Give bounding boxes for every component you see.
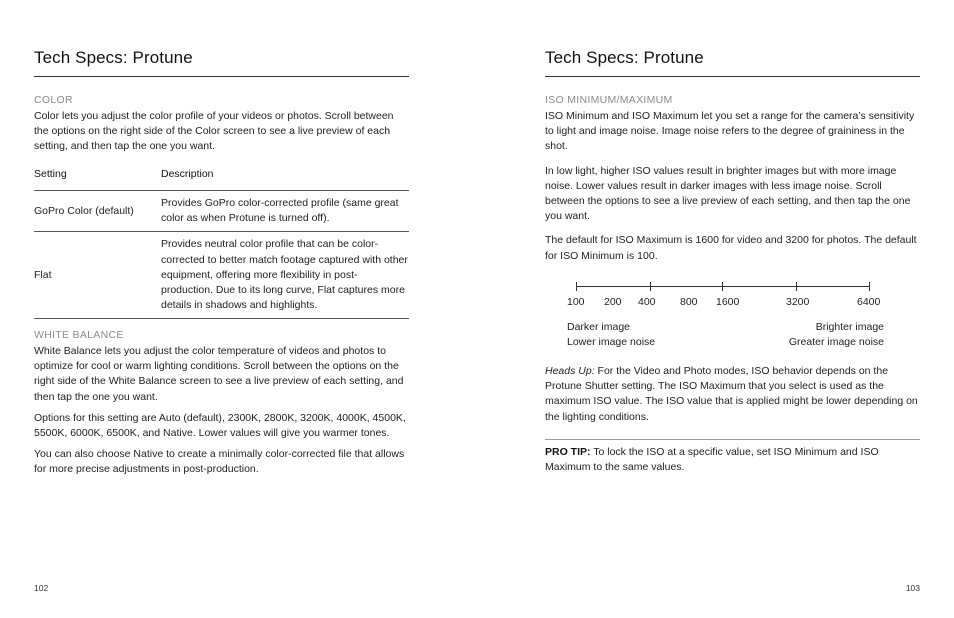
iso-tick — [576, 282, 577, 291]
iso-value-label: 200 — [604, 296, 622, 308]
heads-up-lead: Heads Up: — [545, 365, 595, 377]
iso-tick — [722, 282, 723, 291]
white-balance-text: White Balance lets you adjust the color temperature of videos and photos to optimize for cool or warm lighting conditions. Scroll between the options on the right side of the White Balance screen to see a live preview of each setting, and then tap the one you want. — [34, 345, 404, 403]
table-row — [34, 232, 409, 319]
iso-value-label: 6400 — [857, 296, 881, 308]
table-cell-description: Provides GoPro color-corrected profile (same great color as when Protune is turned off). — [161, 191, 409, 232]
iso-value-label: 3200 — [786, 296, 810, 308]
table-cell-description: Provides neutral color profile that can be color-corrected to better match footage captured with other equipment, offering more flexibility in post-production. Due to its long curve, Flat captures more details in shadows and highlights. — [161, 232, 409, 319]
color-text: Color lets you adjust the color profile of your videos or photos. Scroll between the options on the right side of the Color screen to see a live preview of each setting, and then tap the one you want. — [34, 110, 394, 153]
iso-value-label: 800 — [680, 296, 698, 308]
iso-scale-low-caption — [567, 320, 655, 350]
iso-default-text: The default for ISO Maximum is 1600 for video and 3200 for photos. The default for ISO Minimum is 100. — [545, 234, 917, 262]
darker-image-label: Darker image — [567, 321, 631, 333]
iso-text: ISO Minimum and ISO Maximum let you set a range for the camera’s sensitivity to light and image noise. Image noise refers to the degree of graininess in the shot. — [545, 110, 915, 153]
pro-tip — [545, 445, 920, 475]
color-label: COLOR — [34, 94, 73, 106]
title-rule — [34, 76, 409, 77]
iso-tick — [796, 282, 797, 291]
white-balance-options-text: Options for this setting are Auto (default), 2300K, 2800K, 3200K, 4000K, 4500K, 5500K, 6000K, 6500K, and Native. Lower values will give you warmer tones. — [34, 411, 406, 440]
page-title: Tech Specs: Protune — [545, 48, 704, 67]
iso-value-label: 100 — [567, 296, 585, 308]
pro-tip-divider — [545, 439, 920, 440]
lower-noise-label: Lower image noise — [567, 336, 656, 348]
white-balance-section — [34, 329, 409, 478]
table-header-description: Description — [161, 164, 409, 191]
heads-up-note — [545, 364, 920, 425]
iso-scale — [545, 282, 920, 352]
color-section — [34, 94, 409, 155]
greater-noise-label: Greater image noise — [788, 336, 884, 348]
brighter-image-label: Brighter image — [815, 321, 884, 333]
iso-section — [545, 94, 920, 264]
page-number: 103 — [905, 583, 920, 593]
pro-tip-text: To lock the ISO at a specific value, set ISO Minimum and ISO Maximum to the same values. — [545, 446, 879, 474]
iso-lowlight-text: In low light, higher ISO values result in brighter images but with more image noise. Lower values result in darker images with less image noise. Scroll between the options to see a live preview of each setting, and then tap the one you want. — [545, 164, 911, 223]
table-cell-setting: Flat — [34, 232, 161, 319]
title-rule — [545, 76, 920, 77]
iso-value-label: 400 — [638, 296, 656, 308]
table-header-setting: Setting — [34, 164, 161, 191]
color-table — [34, 164, 409, 319]
table-row — [34, 191, 409, 232]
page-title: Tech Specs: Protune — [34, 48, 193, 67]
table-cell-setting: GoPro Color (default) — [34, 191, 161, 232]
white-balance-label: WHITE BALANCE — [34, 329, 124, 341]
heads-up-text: For the Video and Photo modes, ISO behavior depends on the Protune Shutter setting. The ISO Maximum that you select is used as the maximum ISO value. The ISO value that is applied might be lower depending on the lighting conditions. — [545, 365, 918, 423]
pro-tip-lead: PRO TIP: — [545, 446, 591, 458]
iso-tick — [869, 282, 870, 291]
iso-scale-high-caption — [789, 320, 884, 350]
page-number: 102 — [34, 583, 49, 593]
iso-label: ISO MINIMUM/MAXIMUM — [545, 94, 673, 106]
iso-tick — [650, 282, 651, 291]
white-balance-native-text: You can also choose Native to create a minimally color-corrected file that allows for more precise adjustments in post-production. — [34, 448, 405, 476]
iso-value-label: 1600 — [716, 296, 740, 308]
